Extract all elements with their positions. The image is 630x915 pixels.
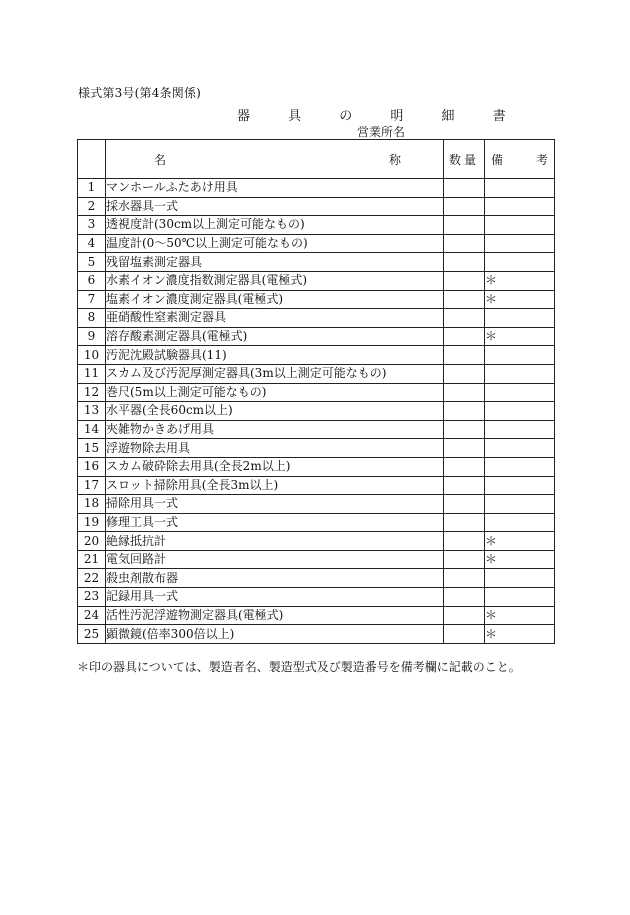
- row-number: 2: [78, 197, 106, 216]
- remarks-cell[interactable]: [485, 234, 555, 253]
- equipment-name: 絶縁抵抗計: [106, 532, 444, 551]
- equipment-name: スロット掃除用具(全長3m以上): [106, 476, 444, 495]
- quantity-cell[interactable]: [444, 364, 485, 383]
- table-row: [78, 569, 555, 588]
- quantity-cell[interactable]: [444, 569, 485, 588]
- remarks-cell[interactable]: [485, 346, 555, 365]
- remarks-cell[interactable]: [485, 457, 555, 476]
- equipment-name: 浮遊物除去用具: [106, 439, 444, 458]
- row-number: 25: [78, 625, 106, 644]
- quantity-cell[interactable]: [444, 625, 485, 644]
- equipment-name: 採水器具一式: [106, 197, 444, 216]
- remarks-cell[interactable]: ＊: [485, 271, 555, 290]
- table-row: [78, 271, 555, 290]
- equipment-name: スカム破砕除去用具(全長2m以上): [106, 457, 444, 476]
- quantity-cell[interactable]: [444, 495, 485, 514]
- remarks-cell[interactable]: [485, 179, 555, 198]
- table-row: [78, 625, 555, 644]
- equipment-name: 電気回路計: [106, 550, 444, 569]
- equipment-name: 温度計(0～50℃以上測定可能なもの): [106, 234, 444, 253]
- equipment-table: [77, 139, 555, 644]
- quantity-cell[interactable]: [444, 476, 485, 495]
- header-name: [106, 140, 444, 179]
- office-name-blank[interactable]: [407, 126, 525, 140]
- remarks-cell[interactable]: [485, 383, 555, 402]
- row-number: 19: [78, 513, 106, 532]
- table-row: [78, 253, 555, 272]
- quantity-cell[interactable]: [444, 327, 485, 346]
- row-number: 20: [78, 532, 106, 551]
- remarks-cell[interactable]: [485, 216, 555, 235]
- table-row: [78, 383, 555, 402]
- equipment-name: 溶存酸素測定器具(電極式): [106, 327, 444, 346]
- equipment-name: 水素イオン濃度指数測定器具(電極式): [106, 271, 444, 290]
- table-row: [78, 588, 555, 607]
- equipment-name: 修理工具一式: [106, 513, 444, 532]
- equipment-name: 透視度計(30cm以上測定可能なもの): [106, 216, 444, 235]
- remarks-cell[interactable]: [485, 402, 555, 421]
- table-row: [78, 532, 555, 551]
- remarks-cell[interactable]: ＊: [485, 327, 555, 346]
- table-row: [78, 346, 555, 365]
- table-row: [78, 476, 555, 495]
- header-name-left: 名: [154, 153, 167, 167]
- equipment-name: 記録用具一式: [106, 588, 444, 607]
- quantity-cell[interactable]: [444, 197, 485, 216]
- row-number: 22: [78, 569, 106, 588]
- quantity-cell[interactable]: [444, 513, 485, 532]
- quantity-cell[interactable]: [444, 606, 485, 625]
- table-row: [78, 327, 555, 346]
- table-row: [78, 457, 555, 476]
- remarks-cell[interactable]: [485, 364, 555, 383]
- row-number: 16: [78, 457, 106, 476]
- remarks-cell[interactable]: ＊: [485, 532, 555, 551]
- row-number: 8: [78, 309, 106, 328]
- quantity-cell[interactable]: [444, 234, 485, 253]
- document-title: 器 具 の 明 細 書: [237, 109, 523, 124]
- office-name-label: 営業所名: [357, 125, 406, 139]
- equipment-name: マンホールふたあけ用具: [106, 179, 444, 198]
- row-number: 13: [78, 402, 106, 421]
- quantity-cell[interactable]: [444, 309, 485, 328]
- row-number: 7: [78, 290, 106, 309]
- row-number: 3: [78, 216, 106, 235]
- remarks-cell[interactable]: ＊: [485, 550, 555, 569]
- equipment-name: スカム及び汚泥厚測定器具(3m以上測定可能なもの): [106, 364, 444, 383]
- quantity-cell[interactable]: [444, 253, 485, 272]
- table-row: [78, 216, 555, 235]
- header-quantity: 数量: [444, 140, 485, 179]
- quantity-cell[interactable]: [444, 290, 485, 309]
- row-number: 18: [78, 495, 106, 514]
- remarks-cell[interactable]: [485, 197, 555, 216]
- equipment-name: 水平器(全長60cm以上): [106, 402, 444, 421]
- equipment-name: 殺虫剤散布器: [106, 569, 444, 588]
- remarks-cell[interactable]: ＊: [485, 606, 555, 625]
- equipment-name: 掃除用具一式: [106, 495, 444, 514]
- header-remarks-right: 考: [535, 153, 548, 167]
- table-row: [78, 402, 555, 421]
- remarks-cell[interactable]: [485, 309, 555, 328]
- row-number: 9: [78, 327, 106, 346]
- table-header-row: [78, 140, 555, 179]
- row-number: 5: [78, 253, 106, 272]
- remarks-cell[interactable]: ＊: [485, 625, 555, 644]
- quantity-cell[interactable]: [444, 179, 485, 198]
- row-number: 11: [78, 364, 106, 383]
- office-name-line: [357, 123, 525, 140]
- table-row: [78, 550, 555, 569]
- table-row: [78, 606, 555, 625]
- table-row: [78, 439, 555, 458]
- quantity-cell[interactable]: [444, 346, 485, 365]
- quantity-cell[interactable]: [444, 383, 485, 402]
- header-remarks-left: 備: [491, 153, 504, 167]
- equipment-name: 活性汚泥浮遊物測定器具(電極式): [106, 606, 444, 625]
- row-number: 14: [78, 420, 106, 439]
- table-row: [78, 179, 555, 198]
- table-row: [78, 290, 555, 309]
- row-number: 17: [78, 476, 106, 495]
- table-row: [78, 197, 555, 216]
- quantity-cell[interactable]: [444, 271, 485, 290]
- remarks-cell[interactable]: [485, 253, 555, 272]
- remarks-cell[interactable]: [485, 476, 555, 495]
- remarks-cell[interactable]: [485, 513, 555, 532]
- quantity-cell[interactable]: [444, 420, 485, 439]
- table-row: [78, 513, 555, 532]
- footnote: ＊印の器具については、製造者名、製造型式及び製造番号を備考欄に記載のこと。: [77, 660, 521, 674]
- remarks-cell[interactable]: [485, 439, 555, 458]
- row-number: 1: [78, 179, 106, 198]
- equipment-name: 巻尺(5m以上測定可能なもの): [106, 383, 444, 402]
- table-row: [78, 234, 555, 253]
- header-name-right: 称: [388, 153, 401, 167]
- remarks-cell[interactable]: [485, 420, 555, 439]
- quantity-cell[interactable]: [444, 402, 485, 421]
- header-remarks: [485, 140, 555, 179]
- equipment-name: 汚泥沈殿試験器具(11): [106, 346, 444, 365]
- remarks-cell[interactable]: [485, 588, 555, 607]
- row-number: 10: [78, 346, 106, 365]
- quantity-cell[interactable]: [444, 532, 485, 551]
- table-row: [78, 309, 555, 328]
- table-row: [78, 364, 555, 383]
- remarks-cell[interactable]: ＊: [485, 290, 555, 309]
- table-row: [78, 495, 555, 514]
- quantity-cell[interactable]: [444, 439, 485, 458]
- header-no: [78, 140, 106, 179]
- equipment-table-body: [78, 179, 555, 644]
- equipment-name: 塩素イオン濃度測定器具(電極式): [106, 290, 444, 309]
- equipment-name: 残留塩素測定器具: [106, 253, 444, 272]
- row-number: 23: [78, 588, 106, 607]
- equipment-name: 顕微鏡(倍率300倍以上): [106, 625, 444, 644]
- quantity-cell[interactable]: [444, 588, 485, 607]
- remarks-cell[interactable]: [485, 495, 555, 514]
- quantity-cell[interactable]: [444, 216, 485, 235]
- table-row: [78, 420, 555, 439]
- quantity-cell[interactable]: [444, 550, 485, 569]
- equipment-name: 夾雑物かきあげ用具: [106, 420, 444, 439]
- form-number: 様式第3号(第4条関係): [78, 86, 202, 100]
- quantity-cell[interactable]: [444, 457, 485, 476]
- row-number: 21: [78, 550, 106, 569]
- row-number: 6: [78, 271, 106, 290]
- row-number: 24: [78, 606, 106, 625]
- equipment-name: 亜硝酸性窒素測定器具: [106, 309, 444, 328]
- row-number: 15: [78, 439, 106, 458]
- remarks-cell[interactable]: [485, 569, 555, 588]
- row-number: 4: [78, 234, 106, 253]
- row-number: 12: [78, 383, 106, 402]
